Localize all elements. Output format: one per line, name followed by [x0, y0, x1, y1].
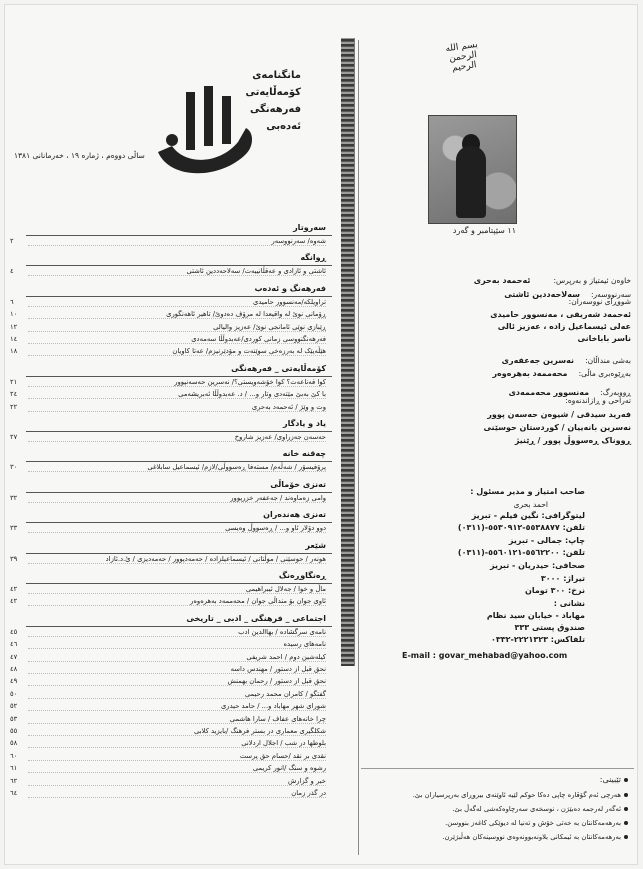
toc-leader-dots — [28, 411, 326, 412]
toc-leader-dots — [28, 563, 326, 564]
toc-entry — [10, 640, 326, 651]
toc-entry-title: پرۆفیسۆر / شەڵەم/ مستەفا ڕەسووڵی/لازم/ ئیسماعیل سابلاغی — [147, 463, 326, 472]
bullet-icon — [624, 778, 628, 782]
toc-leader-dots — [28, 532, 326, 533]
fa-litho-tel: تلفن: ٥٥٣٨٨٧٧-٥٥٣٠٩١٢-(٠٣١١) — [457, 523, 585, 532]
toc-section-rule — [26, 235, 332, 236]
masthead-line-3: فەرهەنگی — [249, 104, 301, 115]
layout-label: ڕووبەرگ: — [600, 388, 631, 397]
toc-leader-dots — [28, 355, 326, 356]
fa-price: نرخ: ٣٠٠ تومان — [525, 586, 585, 595]
toc-leader-dots — [28, 797, 326, 798]
toc-leader-dots — [28, 471, 326, 472]
bullet-icon — [624, 793, 628, 797]
toc-entry-page: ١٢ — [10, 323, 28, 331]
binding-spine — [341, 38, 355, 666]
toc-entry-page: ٤٩ — [10, 677, 28, 685]
toc-leader-dots — [28, 245, 326, 246]
toc-entry-page: ٥٢ — [10, 702, 28, 710]
toc-entry-page: ١٠ — [10, 310, 28, 318]
notes-box — [361, 768, 634, 851]
toc-entry — [10, 463, 326, 474]
toc-section-title: اجتماعی _ فرهنگی _ ادبی _ تاریخی — [186, 613, 326, 623]
toc-leader-dots — [28, 785, 326, 786]
toc-entry-title: نحق قبل از دستور / مهندس داسە — [230, 665, 326, 673]
toc-entry-page: ٤٧ — [10, 653, 28, 661]
fa-litho: لیتوگرافی: نگین فیلم - تبریز — [471, 511, 585, 520]
toc-entry-title: ئاوی جوان بۆ منداڵی جوان / محەممەد بەهرەوەر — [190, 597, 326, 606]
toc-entry — [10, 739, 326, 750]
toc-leader-dots — [28, 760, 326, 761]
editor-value: سەلاحەددین ئاشتی — [504, 290, 580, 299]
toc-entry — [10, 777, 326, 788]
toc-entry-page: ٢ — [10, 237, 28, 245]
fa-print: چاپ: جمالی - تبریز — [508, 536, 585, 545]
toc-entry-page: ٤٢ — [10, 585, 28, 593]
toc-leader-dots — [28, 441, 326, 442]
toc-entry-page: ٤٥ — [10, 628, 28, 636]
toc-leader-dots — [28, 735, 326, 736]
toc-entry-title: وامی زەماوەند / جەعفەر خزرپوور — [230, 493, 326, 502]
toc-entry-page: ٤٦ — [10, 640, 28, 648]
toc-entry-page: ١٨ — [10, 347, 28, 355]
toc-entry — [10, 403, 326, 414]
issue-info: ساڵی دووەم ، ژمارە ١٩ ، خەرمانانی ١٣٨١ — [14, 151, 145, 160]
toc-entry-title: دوو دۆلار ئاو و... / ڕەسووڵ وەیسی — [225, 524, 326, 533]
finance-value: محەممەد بەهرەوەر — [492, 369, 568, 378]
editor-label: سەرنووسەر: — [591, 290, 631, 299]
toc-section-rule — [26, 583, 332, 584]
toc-entry — [10, 727, 326, 738]
toc-leader-dots — [28, 331, 326, 332]
finance-label: بەڕێوەبری ماڵی: — [578, 369, 631, 378]
column-divider — [358, 40, 359, 855]
toc-section-rule — [26, 553, 332, 554]
toc-leader-dots — [28, 673, 326, 674]
toc-entry-page: ٤٨ — [10, 665, 28, 673]
credits-line-1: فەرید سیدقی / شیوەن حەسەن پوور — [487, 410, 631, 419]
layout-value: مەنسوور محەممەدی — [508, 388, 590, 397]
council-label: شووڕای نووسەران: — [568, 297, 631, 306]
toc-entry-title: گفتگو / کامران محمد رحیمی — [244, 689, 326, 698]
fa-binding: صحافی: حیدریان - تبریز — [489, 561, 585, 570]
govar-logo-icon — [150, 82, 258, 182]
toc-section-title: شێعر — [305, 540, 326, 550]
fa-print-tel: تلفن: ٥٥٦٢٢٠٠-٥٥٦٠١٢١-(٠٣١١) — [457, 548, 585, 557]
toc-entry-title: کیلەشین دوم / احمد شریفی — [246, 652, 326, 661]
toc-entry — [10, 752, 326, 763]
toc-entry-title: کوا قەناعەت؟ کوا خۆشەویستی؟/ نەسرین حەسەنپوور — [174, 377, 326, 386]
toc-entry-title: بلوطها در شب / اجلال اردلانی — [241, 739, 326, 748]
toc-entry — [10, 378, 326, 389]
toc-entry-page: ٦١ — [10, 764, 28, 772]
toc-entry-title: نقدی بر نقد /حسام حق پرست — [239, 751, 326, 760]
toc-entry — [10, 585, 326, 596]
toc-leader-dots — [28, 698, 326, 699]
fa-address-label: نشانی : — [553, 599, 585, 608]
council-line-2: عەلی ئیسماعیل زادە ، عەزیز ئالی — [497, 322, 631, 331]
toc-entry-page: ٢٢ — [10, 403, 28, 411]
note-line-4: بەرهەمەکانتان بە ئیمکانی بلاونەبوونەوەی نووسینەکان هەڵبژێرن. — [442, 833, 628, 841]
toc-section-title: تەنزی خۆماڵی — [270, 479, 326, 489]
fa-owner-name: احمد بحری — [513, 500, 548, 509]
notes-title: تێبینی: — [600, 775, 628, 784]
toc-entry-title: خبر و گزارش — [287, 776, 326, 785]
toc-entry-page: ٣٩ — [10, 555, 28, 563]
toc-leader-dots — [28, 661, 326, 662]
toc-leader-dots — [28, 747, 326, 748]
masthead-line-2: کۆمەڵایەتی — [245, 87, 301, 98]
toc-entry-page: ٣٢ — [10, 494, 28, 502]
toc-entry-page: ٣٣ — [10, 524, 28, 532]
toc-entry — [10, 335, 326, 346]
masthead-line-1: مانگنامەی — [252, 70, 301, 81]
toc-entry-title: فەرهەنگنووسی زمانی کوردی/عەبدوڵڵا سەمەدی — [191, 335, 326, 343]
bismillah-calligraphy: بسم الله الرحمن الرحیم — [444, 39, 479, 74]
toc-section-rule — [26, 431, 332, 432]
toc-entry — [10, 494, 326, 505]
toc-entry — [10, 702, 326, 713]
fa-address-1: مهاباد - خیابان سید نظام — [486, 611, 585, 620]
toc-entry — [10, 298, 326, 309]
note-line-2: ئەگەر لەرجمە دەبێژن ، نوسخەی سەرچاوەکەشی لەگەڵ بێ. — [452, 805, 628, 813]
toc-entry-page: ٣٠ — [10, 463, 28, 471]
toc-section-title: فەرهەنگ و ئەدەب — [254, 283, 326, 293]
toc-entry — [10, 789, 326, 800]
toc-section-title: یاد و یادگار — [282, 419, 326, 428]
toc-entry-page: ٤٢ — [10, 597, 28, 605]
toc-entry — [10, 628, 326, 639]
bullet-icon — [624, 835, 628, 839]
toc-entry-page: ٢١ — [10, 378, 28, 386]
toc-section-title: سەروتار — [293, 223, 326, 232]
cover-caption: ١١ سێپتامبر و گەرد — [452, 226, 516, 235]
council-line-1: ئەحمەد شەریفی ، مەنسوور حامیدی — [490, 310, 631, 319]
council-line-3: ناسر باباخانی — [577, 334, 631, 343]
toc-entry-title: نحق قبل از دستور / رحمان بهمنش — [227, 677, 326, 686]
toc-entry-title: شەوە/ سەرنووسەر — [271, 237, 326, 245]
toc-section-rule — [26, 376, 332, 377]
toc-entry — [10, 555, 326, 566]
toc-entry-title: هێڵەیێک لە بەرزەخی سوێنەت و مۆدێرنیزم/ عەتا کاویان — [172, 347, 326, 356]
toc-leader-dots — [28, 343, 326, 344]
toc-entry-title: ڕۆمانی نوێ لە واقیعدا لە مرۆڤ دەدوێ/ تاهیر ئاهەنگوری — [166, 310, 326, 319]
note-line-3: بەرهەمەکانتان بە خەتی خۆش و تەنیا لە دیوێکی کاغەز بنووسن. — [445, 819, 628, 827]
toc-entry — [10, 677, 326, 688]
owner-label: خاوەن ئیمتیاز و بەرپرس: — [553, 276, 631, 285]
toc-entry-title: چرا خانەهای عفاف / سارا هاشمی — [229, 714, 326, 723]
toc-leader-dots — [28, 723, 326, 724]
bullet-icon — [624, 821, 628, 825]
toc-section-title: ڕوانگە — [300, 253, 326, 263]
toc-entry-title: هونەر / حوسێنی / موڵتانی / ئیسماعیلزادە / حەمەدپوور / حەمەدیزی / ئ.د.ئازاد — [105, 554, 326, 563]
masthead-line-4: ئەدەبی — [266, 121, 301, 132]
toc-leader-dots — [28, 636, 326, 637]
toc-leader-dots — [28, 318, 326, 319]
toc-entry — [10, 237, 326, 248]
toc-entry-page: ٦٠ — [10, 752, 28, 760]
toc-section-rule — [26, 296, 332, 297]
credits-line-3: ڕووناک ڕەسووڵ پوور / ڕێنیژ — [514, 436, 631, 445]
toc-entry-page: ١٤ — [10, 335, 28, 343]
toc-entry-page: ٤ — [10, 267, 28, 275]
toc-entry — [10, 665, 326, 676]
toc-leader-dots — [28, 502, 326, 503]
toc-section-title: کۆمەڵایەتی _ فەرهەنگی — [231, 363, 326, 373]
toc-leader-dots — [28, 275, 326, 276]
toc-leader-dots — [28, 398, 326, 399]
toc-entry — [10, 764, 326, 775]
toc-entry — [10, 597, 326, 608]
toc-entry — [10, 347, 326, 358]
email-address: E-mail : govar_mehabad@yahoo.com — [402, 651, 568, 660]
bullet-icon — [624, 807, 628, 811]
toc-entry — [10, 323, 326, 334]
toc-entry-page: ٦٤ — [10, 789, 28, 797]
toc-leader-dots — [28, 648, 326, 649]
toc-entry-title: با کێ بەبێ مێتەدی وتار و... / د. عەبدوڵڵا ئەبریشەمی — [178, 390, 326, 399]
toc-entry-title: رشوە و سنگ /انور کریمی — [252, 764, 326, 773]
toc-entry — [10, 267, 326, 278]
toc-entry-title: در گذر زمان — [291, 789, 326, 797]
fa-owner-label: صاحب امتیاز و مدیر مسئول : — [470, 487, 585, 496]
toc-entry-page: ٥٥ — [10, 727, 28, 735]
toc-entry-page: ٦ — [10, 298, 28, 306]
toc-leader-dots — [28, 386, 326, 387]
kids-value: نەسرین جەعفەری — [501, 356, 574, 365]
toc-leader-dots — [28, 710, 326, 711]
fa-fax: تلفاکس: ٢٢٢١٣٢٣-٠٣٣٢ — [490, 635, 585, 644]
credits-line-2: نەسرین بانەییان / کوردستان حوسێنی — [483, 423, 631, 432]
toc-leader-dots — [28, 605, 326, 606]
toc-entry — [10, 433, 326, 444]
note-line-1: هەرچی ئەم گۆڤارە چاپی دەکا حوکم لێیە ئاوێنەی بیروڕای بەرپرسیاران بێ. — [413, 791, 628, 799]
toc-section-title: تەنزی هەندەران — [263, 510, 326, 520]
toc-leader-dots — [28, 306, 326, 307]
finance-row — [492, 361, 631, 380]
fa-circulation: تیراژ: ٣٠٠٠ — [540, 574, 585, 583]
toc-section-rule — [26, 626, 332, 627]
toc-entry — [10, 524, 326, 535]
toc-entry — [10, 310, 326, 321]
toc-entry-page: ٥٣ — [10, 715, 28, 723]
toc-leader-dots — [28, 593, 326, 594]
toc-entry — [10, 690, 326, 701]
toc-entry-title: تراویلکە/مەنسوور حامیدی — [253, 297, 326, 306]
toc-leader-dots — [28, 685, 326, 686]
toc-entry-page: ٢٤ — [10, 390, 28, 398]
owner-value: ئەحمەد بەحری — [473, 276, 531, 285]
toc-entry — [10, 715, 326, 726]
toc-entry-title: نامەهای رسیدە — [283, 640, 326, 649]
toc-leader-dots — [28, 772, 326, 773]
credits-title: تەراحی و ڕازاندنەوە: — [565, 396, 631, 405]
toc-entry-title: ئاشتی و ئازادی و عەقڵانییەت/ سەلاحەددین ئاشتی — [186, 267, 326, 276]
toc-entry-title: ڕێبازی نوێی ئامانجی نوێ/ عەزیز والیالی — [213, 322, 326, 331]
toc-entry — [10, 653, 326, 664]
figure-silhouette — [456, 146, 486, 218]
toc-entry-title: شورای شهر مهاباد و... / حامد حیدری — [220, 702, 326, 711]
toc-entry-title: حەسەن جەزراوی/ عەزیز شاروخ — [234, 433, 326, 441]
toc-entry-page: ٦٢ — [10, 777, 28, 785]
cover-thumbnail — [428, 115, 517, 224]
toc-section-title: چەقنە خانە — [282, 449, 326, 459]
toc-entry-title: ماڵ و خوا / جەلال ئیبراهیمی — [245, 585, 326, 593]
toc-section-title: ڕەنگاوڕەنگ — [278, 571, 326, 580]
toc-entry — [10, 390, 326, 401]
kids-label: بەشی منداڵان: — [585, 356, 631, 365]
toc-entry-title: وت و وێژ / ئەحمەد بەحری — [251, 402, 326, 411]
toc-entry-title: شکلگیری معماری در بستر فرهنگ /بایزید کلابی — [193, 727, 326, 735]
toc-entry-page: ٥٠ — [10, 690, 28, 698]
toc-section-rule — [26, 492, 332, 493]
fa-address-2: صندوق پستی ٣٣٣ — [514, 623, 585, 632]
toc-entry-page: ٥٨ — [10, 739, 28, 747]
toc-entry-title: نامەی سرگشادە / بهاالدین ادب — [238, 627, 326, 636]
toc-entry-page: ٢٧ — [10, 433, 28, 441]
